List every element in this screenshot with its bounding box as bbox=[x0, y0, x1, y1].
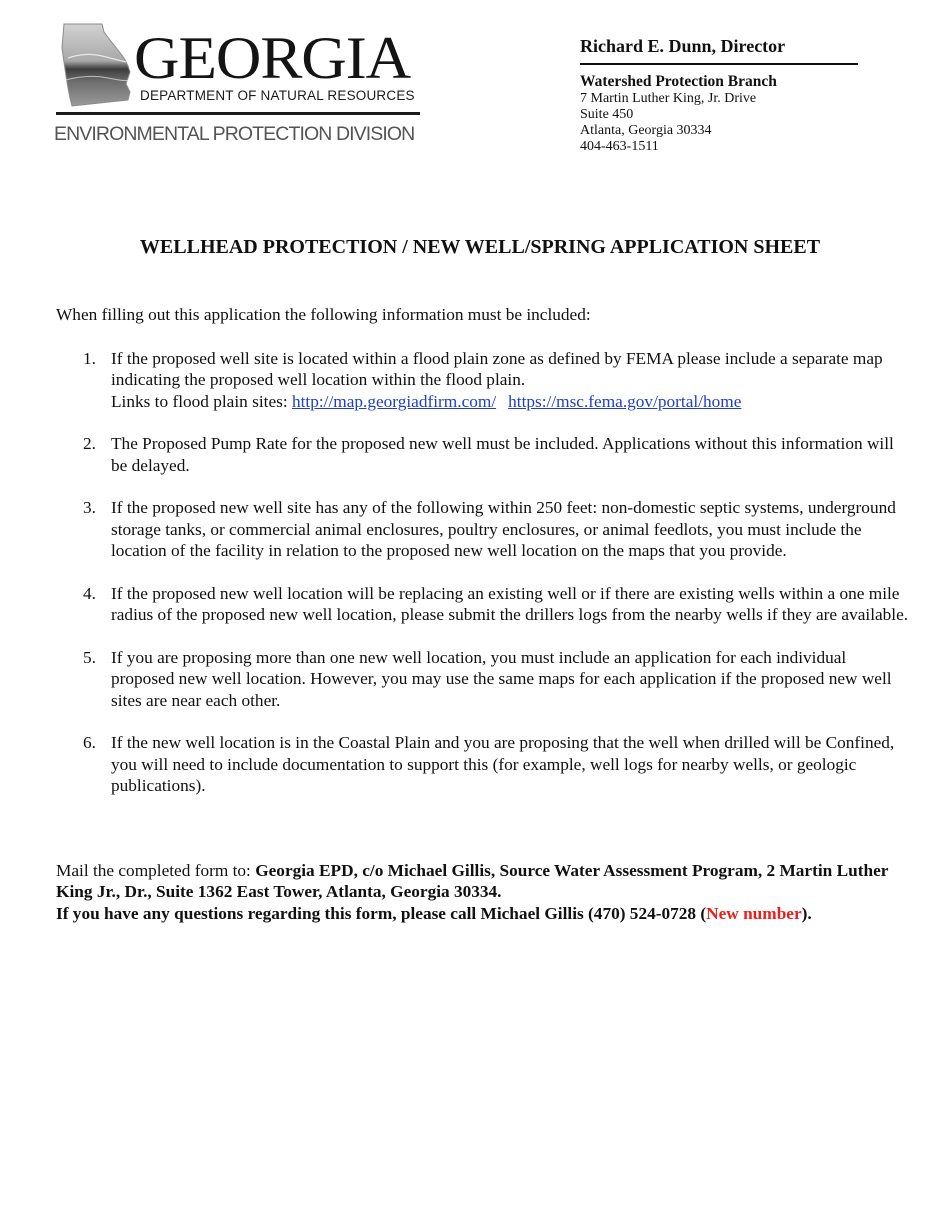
georgia-map-icon bbox=[58, 22, 136, 108]
mail-address: Georgia EPD, c/o Michael Gillis, Source Water Assessment Program, 2 Martin Luther King Jr., Dr., Suite 1362 East Tower, Atlanta, Georgia 30334. bbox=[56, 861, 889, 902]
list-item-text: The Proposed Pump Rate for the proposed new well must be included. Applications without this information will be delayed. bbox=[111, 434, 894, 475]
list-item bbox=[56, 583, 910, 626]
list-item-number: 6. bbox=[83, 733, 96, 753]
director-name: Richard E. Dunn, Director bbox=[580, 36, 858, 65]
address-block bbox=[580, 36, 858, 155]
list-item bbox=[56, 497, 910, 561]
address-city: Atlanta, Georgia 30334 bbox=[580, 123, 712, 138]
list-item-number: 5. bbox=[83, 647, 96, 667]
fema-portal-link[interactable]: https://msc.fema.gov/portal/home bbox=[508, 391, 742, 411]
questions-suffix: ). bbox=[801, 903, 812, 923]
branch-name: Watershed Protection Branch bbox=[580, 73, 777, 90]
questions-text: If you have any questions regarding this form, please call Michael Gillis (470) 524-0728 ( bbox=[56, 903, 707, 923]
new-number-badge: New number bbox=[706, 903, 802, 923]
list-item-text: If you are proposing more than one new well location, you must include an application for each individual proposed new well location. However, you may use the same maps for each application if the proposed new well sites are near each other. bbox=[111, 647, 892, 710]
list-item-number: 1. bbox=[83, 349, 96, 368]
list-item bbox=[56, 732, 910, 796]
list-item bbox=[56, 647, 910, 711]
list-item-number: 4. bbox=[83, 583, 96, 603]
list-item-text: If the proposed well site is located within a flood plain zone as defined by FEMA please include a separate map indicating the proposed well location within the flood plain. bbox=[111, 349, 883, 390]
list-item-text: If the new well location is in the Coastal Plain and you are proposing that the well when drilled will be Confined, you will need to include documentation to support this (for example, well logs for nearby wells, or geologic publications). bbox=[111, 733, 895, 795]
address-suite: Suite 450 bbox=[580, 107, 634, 122]
links-label: Links to flood plain sites: bbox=[111, 391, 288, 411]
list-item-number: 3. bbox=[83, 498, 96, 518]
list-item-text: If the proposed new well location will be replacing an existing well or if there are existing wells within a one mile radius of the proposed new well location, please submit the drillers logs from the nearby wells if they are available. bbox=[111, 583, 909, 625]
list-item-text: If the proposed new well site has any of the following within 250 feet: non-domestic septic systems, underground storage tanks, or commercial animal enclosures, poultry enclosures, or animal feedlots, you must include the location of the facility in relation to the proposed new well location on the maps that you provide. bbox=[111, 498, 896, 561]
intro-text: When filling out this application the following information must be included: bbox=[56, 305, 591, 324]
list-item bbox=[56, 433, 910, 476]
requirements-list bbox=[56, 348, 910, 818]
list-item bbox=[56, 348, 910, 412]
document-title: WELLHEAD PROTECTION / NEW WELL/SPRING APPLICATION SHEET bbox=[139, 236, 821, 258]
address-street: 7 Martin Luther King, Jr. Drive bbox=[580, 91, 757, 106]
logo-division: ENVIRONMENTAL PROTECTION DIVISION bbox=[54, 123, 415, 145]
address-phone: 404-463-1511 bbox=[580, 139, 659, 154]
georgiadfirm-link[interactable]: http://map.georgiadfirm.com/ bbox=[291, 391, 497, 411]
logo-divider bbox=[56, 112, 420, 115]
mail-label: Mail the completed form to: bbox=[56, 861, 251, 880]
flood-plain-links bbox=[111, 391, 910, 412]
logo-department: DEPARTMENT OF NATURAL RESOURCES bbox=[140, 88, 415, 103]
logo-state-name: GEORGIA bbox=[134, 25, 411, 91]
department-logo bbox=[56, 20, 420, 150]
mail-instructions bbox=[56, 860, 916, 924]
list-item-number: 2. bbox=[83, 434, 96, 454]
